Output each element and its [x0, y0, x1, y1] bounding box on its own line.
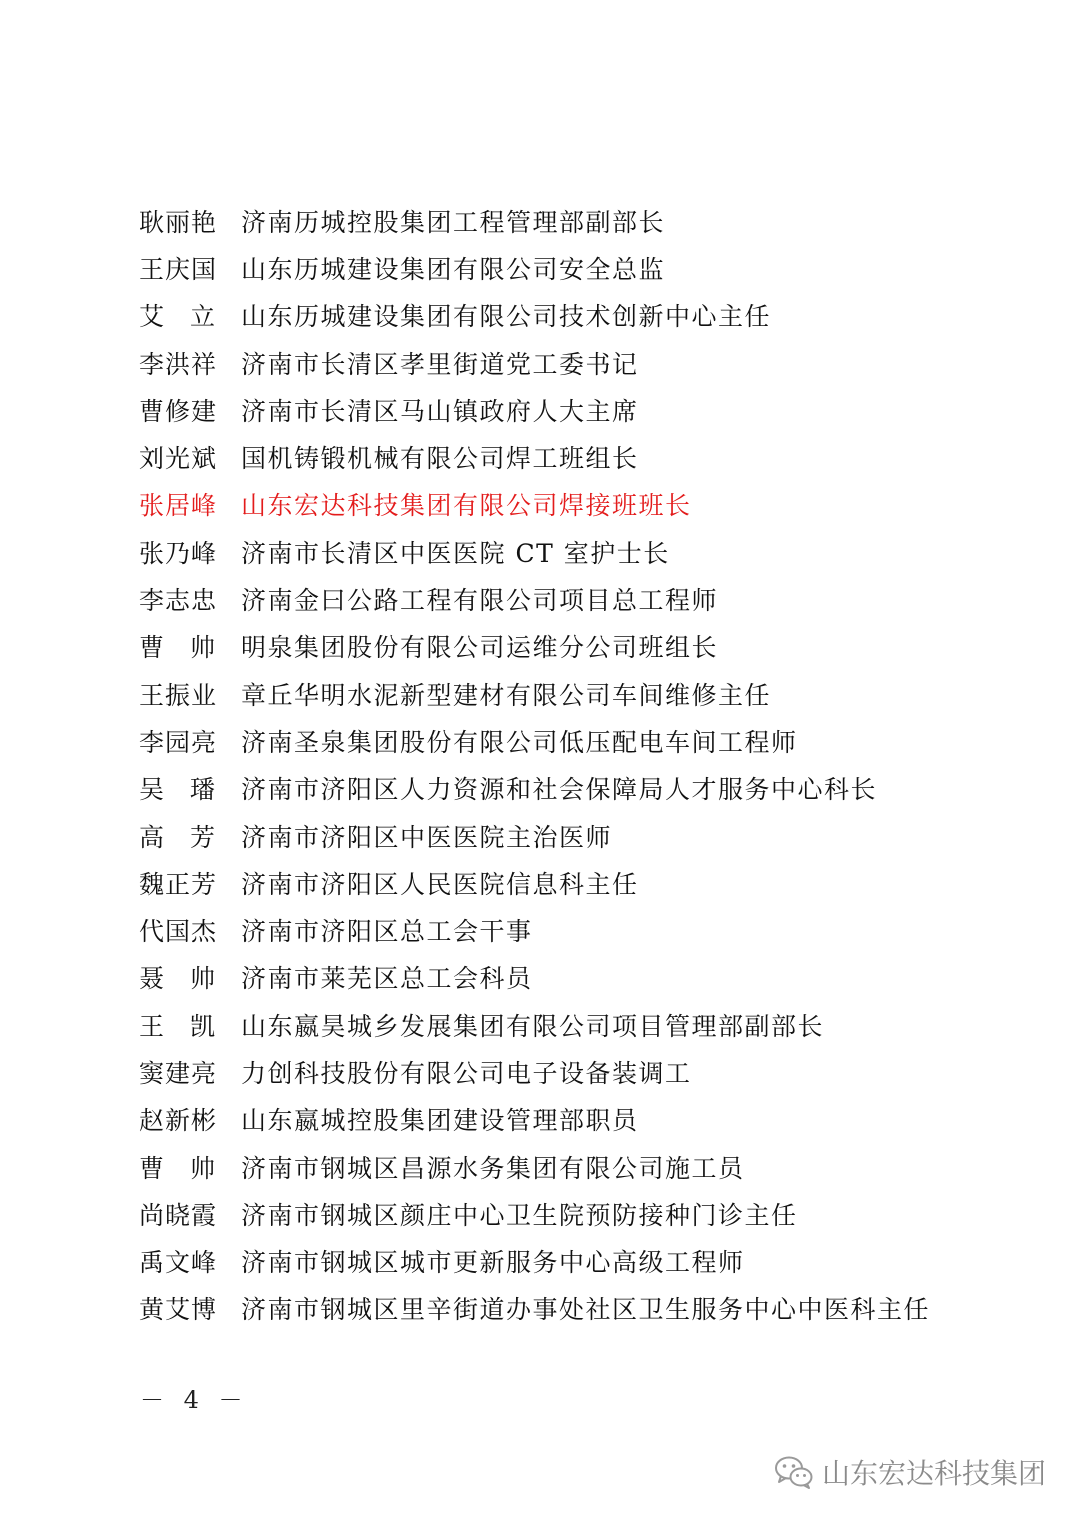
- honoree-title: 济南市钢城区城市更新服务中心高级工程师: [241, 1248, 745, 1278]
- honoree-title: 济南市钢城区里辛街道办事处社区卫生服务中心中医科主任: [241, 1295, 931, 1325]
- list-item: [139, 481, 1019, 528]
- honoree-title: 国机铸锻机械有限公司焊工班组长: [241, 444, 639, 474]
- list-item: [139, 386, 1019, 433]
- honoree-name: 刘光斌: [139, 444, 218, 474]
- honoree-name: 王振业: [139, 680, 218, 710]
- honoree-name: 黄艾博: [139, 1295, 218, 1325]
- honoree-title: 济南圣泉集团股份有限公司低压配电车间工程师: [241, 727, 798, 757]
- list-item: [139, 575, 1019, 622]
- list-item: [139, 1238, 1019, 1285]
- honoree-name: 赵新彬: [139, 1106, 218, 1136]
- honoree-title: 济南市长清区中医医院 CT 室护士长: [241, 538, 670, 568]
- honoree-name: 聂 帅: [139, 964, 215, 994]
- list-item: [139, 1285, 1019, 1332]
- list-item: [139, 670, 1019, 717]
- honoree-title: 章丘华明水泥新型建材有限公司车间维修主任: [241, 680, 772, 710]
- honoree-name: 曹 帅: [139, 633, 215, 663]
- honoree-name: 曹修建: [139, 396, 218, 426]
- list-item: [139, 1096, 1019, 1143]
- honoree-title: 山东宏达科技集团有限公司焊接班班长: [241, 491, 692, 521]
- honoree-title: 济南金曰公路工程有限公司项目总工程师: [241, 586, 719, 616]
- honoree-title: 济南市钢城区昌源水务集团有限公司施工员: [241, 1153, 745, 1183]
- honoree-title: 济南市长清区马山镇政府人大主席: [241, 396, 639, 426]
- honoree-name: 王 凯: [139, 1011, 215, 1041]
- honoree-title: 济南市莱芜区总工会科员: [241, 964, 533, 994]
- honoree-name: 代国杰: [139, 917, 218, 947]
- honoree-name: 窦建亮: [139, 1058, 218, 1088]
- list-item: [139, 244, 1019, 291]
- list-item: [139, 906, 1019, 953]
- honoree-name: 张乃峰: [139, 538, 218, 568]
- list-item: [139, 812, 1019, 859]
- honoree-name: 尚晓霞: [139, 1200, 218, 1230]
- wechat-watermark: [774, 1452, 1046, 1492]
- honoree-list: [139, 197, 1019, 1332]
- list-item: [139, 623, 1019, 670]
- honoree-name: 魏正芳: [139, 869, 218, 899]
- honoree-title: 济南市钢城区颜庄中心卫生院预防接种门诊主任: [241, 1200, 798, 1230]
- honoree-title: 山东历城建设集团有限公司安全总监: [241, 254, 666, 284]
- honoree-name: 禹文峰: [139, 1248, 218, 1278]
- honoree-name: 李园亮: [139, 727, 218, 757]
- honoree-name: 王庆国: [139, 254, 218, 284]
- honoree-name: 高 芳: [139, 822, 215, 852]
- list-item: [139, 717, 1019, 764]
- honoree-title: 济南市济阳区中医医院主治医师: [241, 822, 613, 852]
- honoree-name: 李志忠: [139, 586, 218, 616]
- honoree-name: 吴 璠: [139, 775, 215, 805]
- honoree-title: 济南市济阳区人力资源和社会保障局人才服务中心科长: [241, 775, 878, 805]
- honoree-title: 济南市济阳区总工会干事: [241, 917, 533, 947]
- honoree-title: 济南历城控股集团工程管理部副部长: [241, 207, 666, 237]
- honoree-title: 济南市济阳区人民医院信息科主任: [241, 869, 639, 899]
- list-item: [139, 292, 1019, 339]
- list-item: [139, 1190, 1019, 1237]
- honoree-title: 济南市长清区孝里街道党工委书记: [241, 349, 639, 379]
- list-item: [139, 528, 1019, 575]
- list-item: [139, 433, 1019, 480]
- wechat-icon: [774, 1455, 814, 1489]
- list-item: [139, 954, 1019, 1001]
- list-item: [139, 197, 1019, 244]
- honoree-title: 明泉集团股份有限公司运维分公司班组长: [241, 633, 719, 663]
- honoree-name: 艾 立: [139, 302, 215, 332]
- watermark-text: 山东宏达科技集团: [821, 1457, 1046, 1490]
- list-item: [139, 1048, 1019, 1095]
- page-number: － 4 －: [140, 1386, 249, 1414]
- list-item: [139, 339, 1019, 386]
- honoree-title: 山东嬴昊城乡发展集团有限公司项目管理部副部长: [241, 1011, 825, 1041]
- list-item: [139, 859, 1019, 906]
- list-item: [139, 1001, 1019, 1048]
- list-item: [139, 765, 1019, 812]
- honoree-name: 李洪祥: [139, 349, 218, 379]
- honoree-name: 张居峰: [139, 491, 218, 521]
- honoree-title: 山东嬴城控股集团建设管理部职员: [241, 1106, 639, 1136]
- honoree-name: 曹 帅: [139, 1153, 215, 1183]
- honoree-name: 耿丽艳: [139, 207, 218, 237]
- honoree-title: 山东历城建设集团有限公司技术创新中心主任: [241, 302, 772, 332]
- list-item: [139, 1143, 1019, 1190]
- honoree-title: 力创科技股份有限公司电子设备装调工: [241, 1058, 692, 1088]
